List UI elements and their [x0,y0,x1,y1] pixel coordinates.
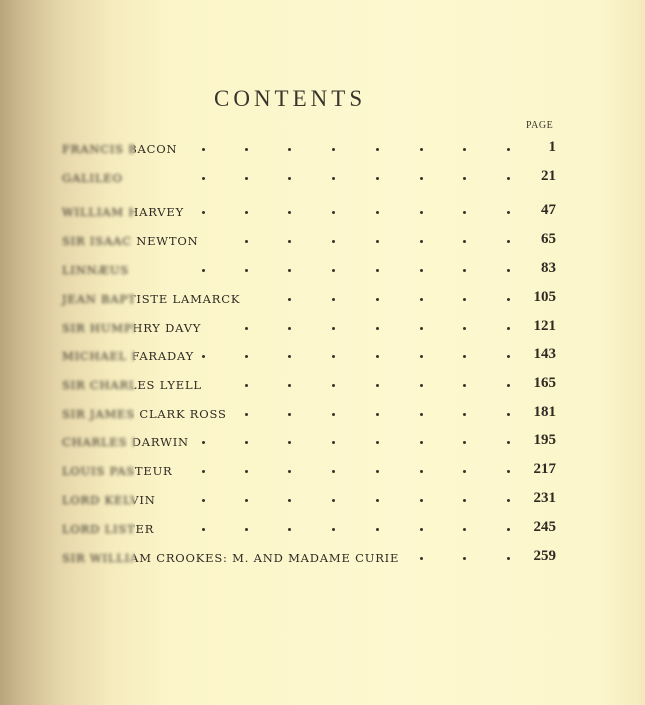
leader-dot [288,269,291,272]
leader-dot [332,441,335,444]
leader-dot [376,240,379,243]
leader-dot [245,355,248,358]
leader-dot [202,269,205,272]
contents-title: CONTENTS [214,86,367,111]
leader-dot [463,327,466,330]
toc-entry-name: SIR CHARLES LYELL [62,378,202,392]
leader-dot [463,441,466,444]
leader-dot [332,298,335,301]
leader-dot [245,499,248,502]
toc-entry-name: JEAN BAPTISTE LAMARCK [62,292,241,306]
leader-dot [463,355,466,358]
leader-dot [245,470,248,473]
leader-dot [245,528,248,531]
leader-dot [332,384,335,387]
toc-entry-name: LORD LISTER [62,522,155,536]
leader-dot [245,269,248,272]
leader-dot [463,240,466,243]
leader-dot [288,327,291,330]
leader-dot [420,413,423,416]
leader-dot [202,499,205,502]
toc-entry-page: 195 [533,432,556,448]
scan-blur-overlay [55,130,135,580]
toc-entry-name: FRANCIS BACON [62,142,178,156]
leader-dot [420,298,423,301]
toc-entry-page: 217 [533,461,556,477]
toc-entry-page: 245 [533,519,556,535]
toc-entry-name: GALILEO [62,171,123,185]
leader-dot [245,441,248,444]
leader-dot [420,327,423,330]
leader-dot [463,528,466,531]
leader-dot [288,441,291,444]
leader-dot [420,441,423,444]
leader-dot [332,327,335,330]
leader-dot [245,384,248,387]
leader-dot [463,211,466,214]
leader-dot [507,177,510,180]
toc-entry-page: 181 [533,404,556,420]
leader-dot [376,441,379,444]
leader-dot [376,384,379,387]
toc-entry-page: 143 [533,346,556,362]
leader-dot [288,148,291,151]
leader-dot [288,499,291,502]
leader-dot [420,384,423,387]
leader-dot [376,327,379,330]
leader-dot [245,211,248,214]
leader-dot [288,355,291,358]
leader-dot [332,355,335,358]
toc-entry-name: SIR HUMPHRY DAVY [62,321,202,335]
toc-entry-page: 105 [533,289,556,305]
leader-dot [463,413,466,416]
leader-dot [288,413,291,416]
leader-dot [376,177,379,180]
leader-dot [507,211,510,214]
leader-dot [420,211,423,214]
leader-dot [288,211,291,214]
toc-entry-page: 65 [541,231,556,247]
leader-dot [507,355,510,358]
toc-entry-page: 121 [533,318,556,334]
leader-dot [332,211,335,214]
leader-dot [507,499,510,502]
leader-dot [332,148,335,151]
leader-dot [463,384,466,387]
leader-dot [507,148,510,151]
toc-entry-page: 1 [548,139,556,155]
toc-entry-name: SIR ISAAC NEWTON [62,234,199,248]
leader-dot [245,148,248,151]
leader-dot [463,177,466,180]
leader-dot [288,177,291,180]
toc-entry-name: CHARLES DARWIN [62,435,189,449]
leader-dot [463,470,466,473]
leader-dot [376,211,379,214]
leader-dot [507,557,510,560]
leader-dot [420,148,423,151]
leader-dot [507,298,510,301]
leader-dot [376,355,379,358]
leader-dot [202,148,205,151]
leader-dot [507,470,510,473]
toc-entry-name: SIR JAMES CLARK ROSS [62,407,227,421]
leader-dot [463,298,466,301]
leader-dot [463,557,466,560]
leader-dot [202,177,205,180]
toc-entry-page: 21 [541,168,556,184]
toc-entry-name: LOUIS PASTEUR [62,464,173,478]
leader-dot [202,211,205,214]
leader-dot [420,177,423,180]
leader-dot [202,528,205,531]
leader-dot [332,177,335,180]
leader-dot [507,441,510,444]
leader-dot [288,470,291,473]
leader-dot [245,327,248,330]
leader-dot [376,528,379,531]
toc-entry-name: LINNÆUS [62,263,129,277]
leader-dot [463,269,466,272]
toc-entry-name: LORD KELVIN [62,493,156,507]
leader-dot [288,528,291,531]
leader-dot [420,355,423,358]
leader-dot [507,327,510,330]
leader-dot [245,177,248,180]
leader-dot [376,269,379,272]
leader-dot [376,470,379,473]
leader-dot [202,441,205,444]
leader-dot [245,240,248,243]
leader-dot [202,470,205,473]
leader-dot [420,528,423,531]
leader-dot [332,470,335,473]
toc-entry-page: 165 [533,375,556,391]
leader-dot [507,240,510,243]
leader-dot [507,528,510,531]
leader-dot [332,269,335,272]
leader-dot [420,557,423,560]
page-column-header: PAGE [526,120,554,131]
leader-dot [288,298,291,301]
leader-dot [332,240,335,243]
toc-entry-page: 83 [541,260,556,276]
toc-entry-page: 47 [541,202,556,218]
leader-dot [420,240,423,243]
toc-entry-page: 231 [533,490,556,506]
toc-entry-name: MICHAEL FARADAY [62,349,195,363]
toc-entry-page: 259 [533,548,556,564]
toc-entry-name: SIR WILLIAM CROOKES: M. AND MADAME CURIE [62,551,400,565]
leader-dot [288,240,291,243]
leader-dot [202,355,205,358]
leader-dot [420,269,423,272]
leader-dot [420,499,423,502]
leader-dot [376,148,379,151]
leader-dot [463,148,466,151]
leader-dot [332,413,335,416]
leader-dot [463,499,466,502]
leader-dot [376,413,379,416]
leader-dot [332,499,335,502]
leader-dot [507,269,510,272]
leader-dot [420,470,423,473]
leader-dot [332,528,335,531]
leader-dot [507,413,510,416]
leader-dot [507,384,510,387]
leader-dot [245,413,248,416]
leader-dot [288,384,291,387]
leader-dot [376,298,379,301]
toc-entry-name: WILLIAM HARVEY [62,205,184,219]
leader-dot [376,499,379,502]
